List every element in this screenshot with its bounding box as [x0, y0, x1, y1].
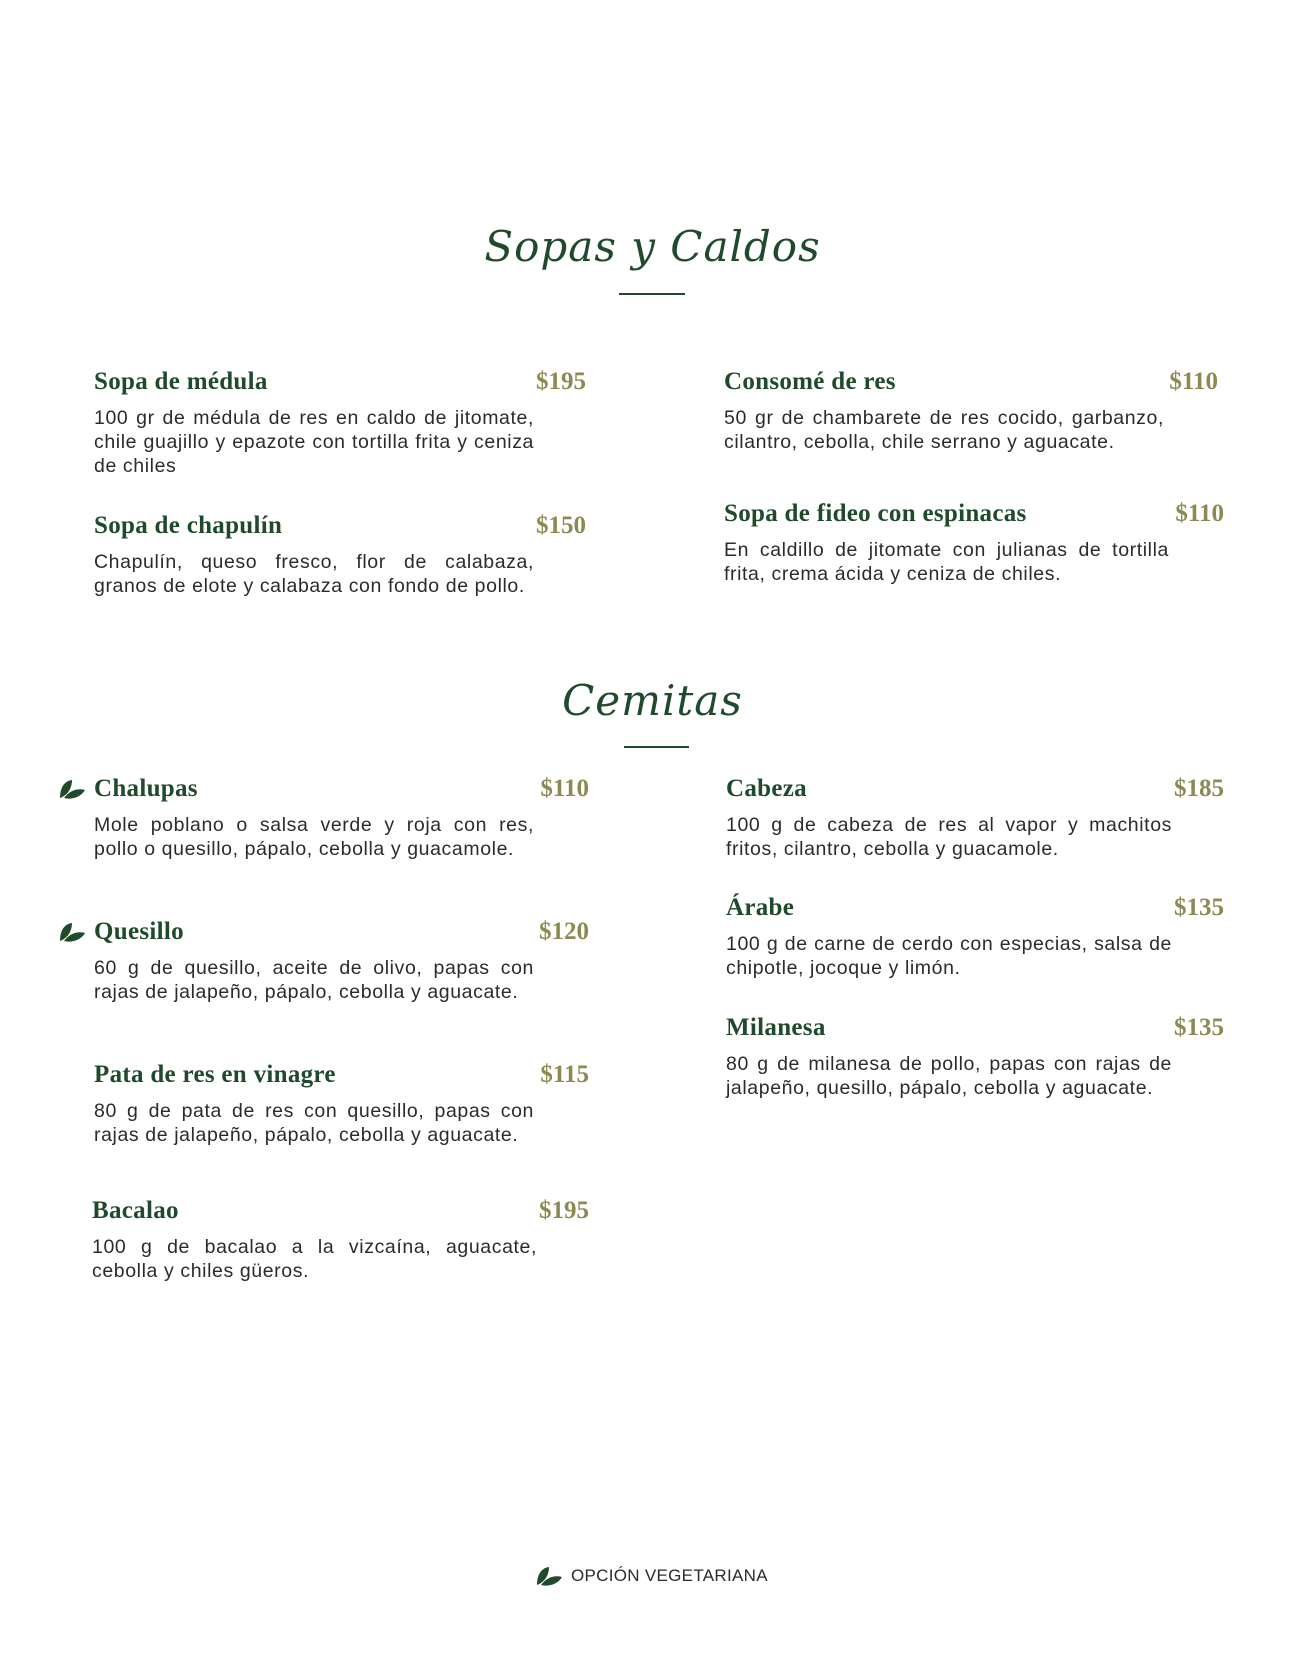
menu-item: [94, 512, 586, 598]
item-price: $135: [1174, 1014, 1224, 1041]
item-name: Chalupas: [94, 775, 198, 802]
leaf-icon: [58, 921, 86, 943]
item-header: [94, 775, 589, 803]
section-divider: [624, 746, 689, 748]
item-header: [726, 775, 1224, 803]
leaf-icon: [58, 778, 86, 800]
menu-item: [726, 894, 1224, 980]
section-divider: [619, 293, 685, 295]
item-description: 80 g de pata de res con quesillo, papas con rajas de jalapeño, pápalo, cebolla y aguacate.: [94, 1100, 534, 1146]
item-name: Sopa de médula: [94, 368, 268, 395]
item-name: Quesillo: [94, 918, 184, 945]
item-price: $120: [539, 918, 589, 945]
item-price: $150: [536, 512, 586, 539]
item-price: $185: [1174, 775, 1224, 802]
item-name: Árabe: [726, 894, 795, 921]
item-price: $115: [540, 1061, 589, 1088]
item-description: 100 g de cabeza de res al vapor y machitos fritos, cilantro, cebolla y guacamole.: [726, 814, 1172, 860]
item-header: [94, 1061, 589, 1089]
section-title-cemitas: Cemitas: [562, 676, 743, 725]
item-name: Cabeza: [726, 775, 807, 802]
item-header: [92, 1197, 589, 1225]
item-header: [724, 368, 1218, 396]
item-description: 100 g de carne de cerdo con especias, salsa de chipotle, jocoque y limón.: [726, 933, 1172, 979]
menu-item: [726, 1014, 1224, 1100]
item-description: 50 gr de chambarete de res cocido, garbanzo, cilantro, cebolla, chile serrano y aguacate.: [724, 407, 1164, 453]
item-header: [94, 512, 586, 540]
legend-label: OPCIÓN VEGETARIANA: [571, 1566, 768, 1585]
item-header: [724, 500, 1224, 528]
menu-item: [92, 1197, 589, 1283]
item-price: $110: [1175, 500, 1224, 527]
item-name: Sopa de chapulín: [94, 512, 283, 539]
item-description: 100 gr de médula de res en caldo de jitomate, chile guajillo y epazote con tortilla frita y ceniza de chiles: [94, 407, 534, 477]
item-description: Chapulín, queso fresco, flor de calabaza, granos de elote y calabaza con fondo de pollo.: [94, 551, 534, 597]
item-price: $135: [1174, 894, 1224, 921]
item-description: 80 g de milanesa de pollo, papas con rajas de jalapeño, quesillo, pápalo, cebolla y aguacate.: [726, 1053, 1172, 1099]
item-price: $195: [536, 368, 586, 395]
menu-item: [94, 368, 586, 478]
menu-item: [94, 1061, 589, 1147]
item-description: Mole poblano o salsa verde y roja con res, pollo o quesillo, pápalo, cebolla y guacamole.: [94, 814, 534, 860]
item-description: 100 g de bacalao a la vizcaína, aguacate, cebolla y chiles güeros.: [92, 1236, 537, 1282]
menu-item: [724, 368, 1218, 454]
item-name: Bacalao: [92, 1197, 179, 1224]
item-header: [94, 368, 586, 396]
item-name: Pata de res en vinagre: [94, 1061, 336, 1088]
section-title-sopas: Sopas y Caldos: [484, 222, 821, 271]
item-price: $110: [540, 775, 589, 802]
menu-item: [94, 918, 589, 1004]
item-name: Sopa de fideo con espinacas: [724, 500, 1027, 527]
menu-item: [724, 500, 1224, 586]
item-name: Consomé de res: [724, 368, 896, 395]
leaf-icon: [535, 1565, 563, 1587]
menu-item: [94, 775, 589, 861]
item-name: Milanesa: [726, 1014, 826, 1041]
item-price: $195: [539, 1197, 589, 1224]
item-header: [726, 894, 1224, 922]
item-description: 60 g de quesillo, aceite de olivo, papas con rajas de jalapeño, pápalo, cebolla y aguacate.: [94, 957, 534, 1003]
vegetarian-legend: [535, 1565, 768, 1587]
item-header: [726, 1014, 1224, 1042]
item-price: $110: [1169, 368, 1218, 395]
menu-item: [726, 775, 1224, 861]
item-header: [94, 918, 589, 946]
item-description: En caldillo de jitomate con julianas de tortilla frita, crema ácida y ceniza de chiles.: [724, 539, 1169, 585]
